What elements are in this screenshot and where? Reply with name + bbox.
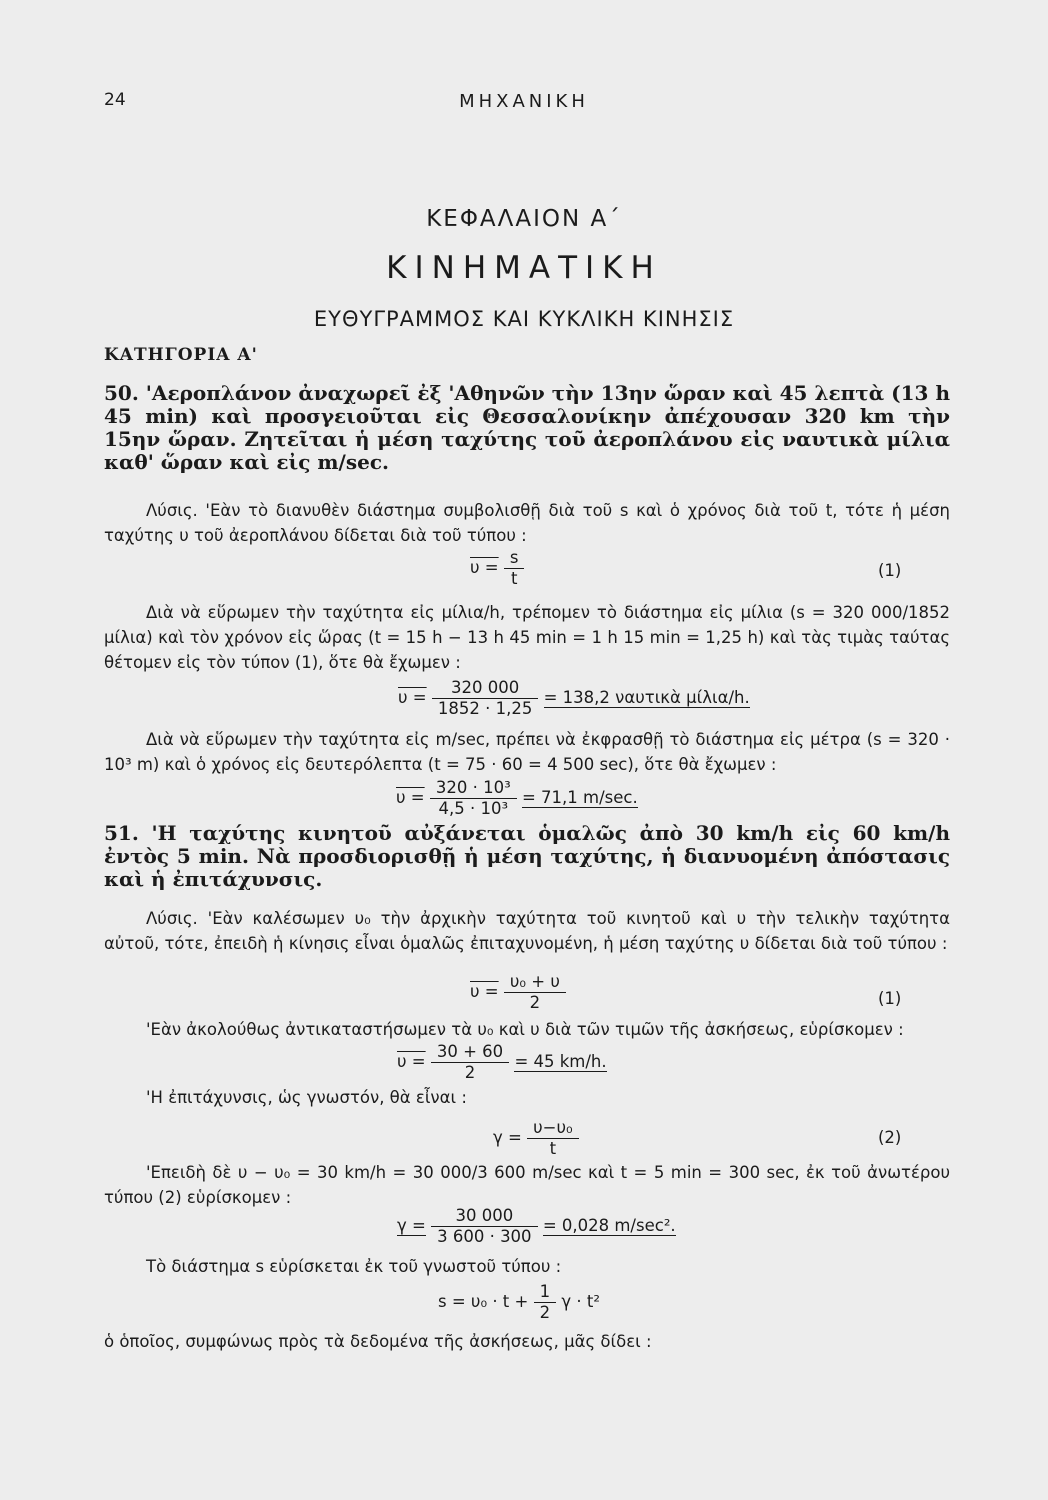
denominator: 2: [529, 993, 541, 1012]
problem-51-equation-5: [438, 1282, 600, 1323]
problem-50-equation-2: [398, 678, 750, 719]
numerator: υ₀ + υ: [504, 972, 566, 993]
eq-result: = 138,2 ναυτικὰ μίλια/h.: [543, 688, 750, 707]
eq-rhs: γ · t²: [561, 1292, 600, 1311]
eq-lhs: γ =: [397, 1216, 426, 1235]
equation-number: (1): [878, 989, 902, 1008]
eq-result: = 0,028 m/sec².: [542, 1216, 676, 1235]
eq-lhs: s = υ₀ · t +: [438, 1292, 529, 1311]
equation-number: (2): [878, 1128, 902, 1147]
eq-lhs: υ =: [396, 788, 425, 807]
numerator: 320 · 10³: [430, 778, 517, 799]
numerator: 1: [534, 1282, 557, 1303]
chapter-title: ΚΙΝΗΜΑΤΙΚΗ: [386, 250, 662, 286]
numerator: 320 000: [432, 678, 538, 699]
problem-51-solution-text-5: Τὸ διάστημα s εὑρίσκεται ἐκ τοῦ γνωστοῦ τύπου :: [146, 1257, 562, 1276]
problem-51-equation-4: [397, 1206, 676, 1247]
problem-50-equation-1: [470, 548, 524, 589]
problem-51-solution-text-6: ὁ ὁποῖος, συμφώνως πρὸς τὰ δεδομένα τῆς ἀσκήσεως, μᾶς δίδει :: [104, 1332, 652, 1351]
problem-50-solution-text-2: Διὰ νὰ εὕρωμεν τὴν ταχύτητα εἰς μίλια/h, τρέπομεν τὸ διάστημα εἰς μίλια (s = 320 000/1852 μίλια) καὶ τὸν χρόνον εἰς ὥρας (t = 15 h − 13 h 45 min = 1 h 15 min = 1,25 h) καὶ τὰς τιμὰς ταύτας θέτομεν εἰς τὸν τύπον (1), ὅτε θὰ ἔχωμεν :: [104, 603, 950, 672]
denominator: 4,5 · 10³: [438, 799, 509, 818]
eq-lhs: υ =: [398, 688, 427, 707]
eq-lhs: υ =: [470, 982, 499, 1001]
problem-51-solution-text-1: Λύσις. 'Εὰν καλέσωμεν υ₀ τὴν ἀρχικὴν ταχύτητα τοῦ κινητοῦ καὶ υ τὴν τελικὴν ταχύτητα αὐτοῦ, τότε, ἐπειδὴ ἡ κίνησις εἶναι ὁμαλῶς ἐπιταχυνομένη, ἡ μέση ταχύτης υ δίδεται διὰ τοῦ τύπου :: [104, 909, 950, 953]
fraction: [534, 1282, 557, 1323]
problem-51-equation-3: [493, 1118, 579, 1159]
problem-50-solution-text-1: Λύσις. 'Εὰν τὸ διανυθὲν διάστημα συμβολισθῇ διὰ τοῦ s καὶ ὁ χρόνος διὰ τοῦ t, τότε ἡ μέση ταχύτης υ τοῦ ἀεροπλάνου δίδεται διὰ τοῦ τύπου :: [104, 501, 950, 545]
numerator: υ−υ₀: [527, 1118, 579, 1139]
problem-50-equation-3: [396, 778, 638, 819]
eq-lhs: γ =: [493, 1128, 522, 1147]
denominator: 2: [539, 1303, 551, 1322]
problem-51-solution-text-2: 'Εὰν ἀκολούθως ἀντικαταστήσωμεν τὰ υ₀ καὶ υ διὰ τῶν τιμῶν τῆς ἀσκήσεως, εὑρίσκομεν :: [146, 1020, 904, 1039]
fraction: [430, 778, 517, 819]
problem-51-equation-2: [397, 1042, 607, 1083]
fraction: [432, 678, 538, 719]
eq-lhs: υ =: [470, 558, 499, 577]
denominator: 3 600 · 300: [437, 1227, 532, 1246]
denominator: 2: [464, 1063, 476, 1082]
page-number: 24: [104, 90, 126, 110]
fraction: [504, 548, 525, 589]
problem-51-equation-1: [470, 972, 566, 1013]
denominator: t: [549, 1139, 557, 1158]
category-label: ΚΑΤΗΓΟΡΙΑ Α': [104, 345, 258, 365]
eq-result: = 45 km/h.: [514, 1052, 607, 1071]
fraction: [504, 972, 566, 1013]
problem-51-solution-text-4: 'Επειδὴ δὲ υ − υ₀ = 30 km/h = 30 000/3 600 m/sec καὶ t = 5 min = 300 sec, ἐκ τοῦ ἀνωτέρου τύπου (2) εὑρίσκομεν :: [104, 1163, 950, 1207]
chapter-label: ΚΕΦΑΛΑΙΟΝ Α΄: [426, 206, 622, 232]
numerator: 30 000: [431, 1206, 537, 1227]
fraction: [431, 1042, 509, 1083]
eq-lhs: υ =: [397, 1052, 426, 1071]
denominator: t: [510, 569, 518, 588]
denominator: 1852 · 1,25: [437, 699, 533, 718]
problem-50-statement: 50. 'Αεροπλάνον ἀναχωρεῖ ἐξ 'Αθηνῶν τὴν 13ην ὥραν καὶ 45 λεπτὰ (13 h 45 min) καὶ προσγειοῦται εἰς Θεσσαλονίκην ἀπέχουσαν 320 km τὴν 15ην ὥραν. Ζητεῖται ἡ μέση ταχύτης τοῦ ἀεροπλάνου εἰς ναυτικὰ μίλια καθ' ὥραν καὶ εἰς m/sec.: [104, 381, 950, 474]
running-title: ΜΗΧΑΝΙΚΗ: [459, 91, 589, 112]
problem-51-statement: 51. 'Η ταχύτης κινητοῦ αὐξάνεται ὁμαλῶς ἀπὸ 30 km/h εἰς 60 km/h ἐντὸς 5 min. Νὰ προσδιορισθῇ ἡ μέση ταχύτης, ἡ διανυομένη ἀπόστασις καὶ ἡ ἐπιτάχυνσις.: [104, 821, 950, 891]
eq-result: = 71,1 m/sec.: [521, 788, 638, 807]
fraction: [527, 1118, 579, 1159]
numerator: 30 + 60: [431, 1042, 509, 1063]
fraction: [431, 1206, 537, 1247]
chapter-subtitle: ΕΥΘΥΓΡΑΜΜΟΣ ΚΑΙ ΚΥΚΛΙΚΗ ΚΙΝΗΣΙΣ: [313, 307, 735, 331]
problem-51-solution-text-3: 'Η ἐπιτάχυνσις, ὡς γνωστόν, θὰ εἶναι :: [146, 1088, 467, 1107]
equation-number: (1): [878, 561, 902, 580]
problem-50-solution-text-3: Διὰ νὰ εὕρωμεν τὴν ταχύτητα εἰς m/sec, πρέπει νὰ ἐκφρασθῇ τὸ διάστημα εἰς μέτρα (s = 320 · 10³ m) καὶ ὁ χρόνος εἰς δευτερόλεπτα (t = 75 · 60 = 4 500 sec), ὅτε θὰ ἔχωμεν :: [104, 730, 950, 774]
numerator: s: [504, 548, 525, 569]
